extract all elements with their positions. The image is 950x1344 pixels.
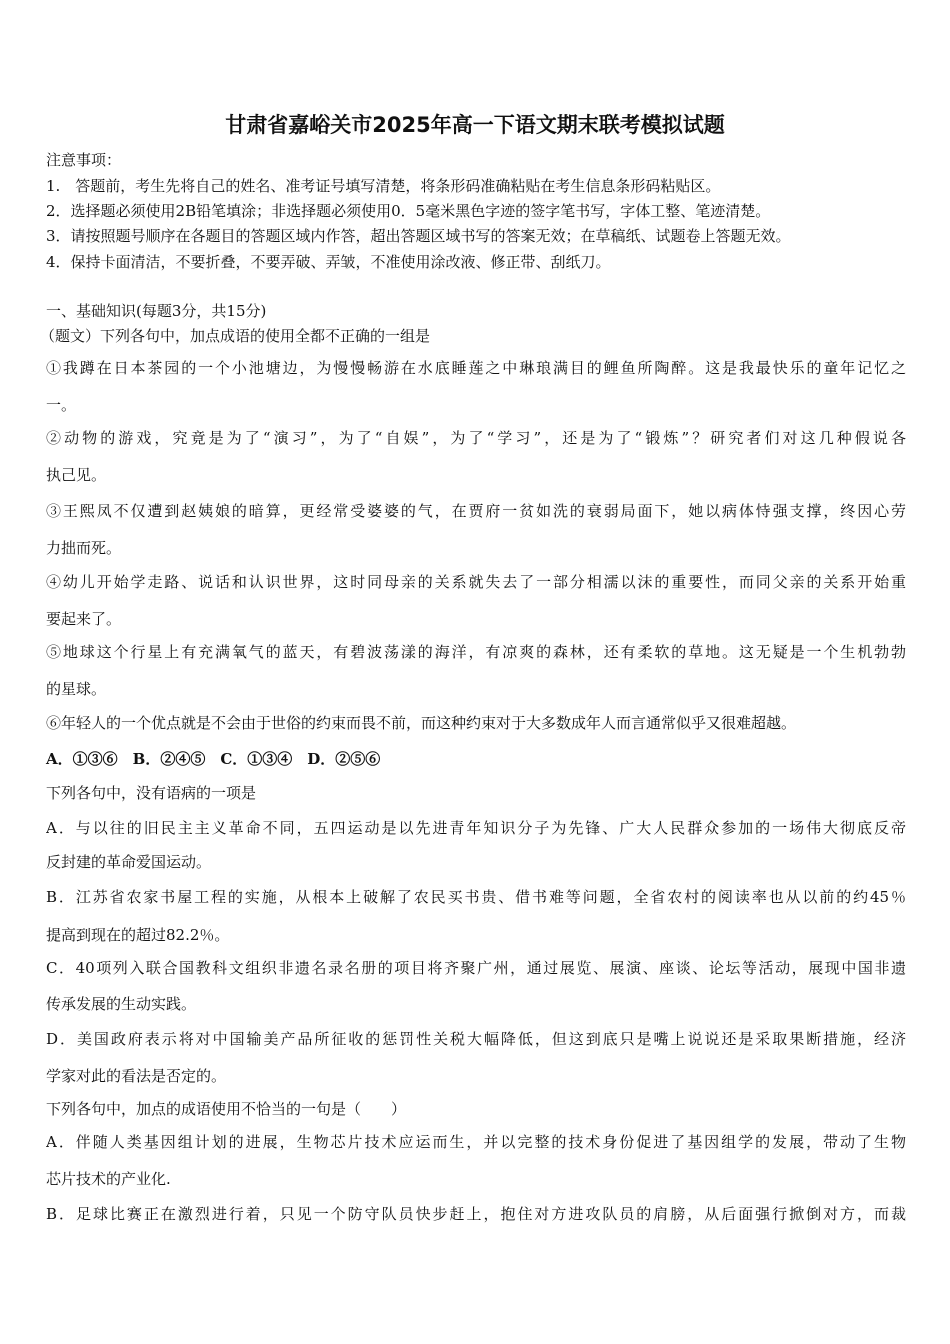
sentence-line: ⑥年轻人的一个优点就是不会由于世俗的约束而畏不前，而这种约束对于大多数成年人而言通常似乎又很难超越。: [46, 714, 797, 732]
notice-item: 2．选择题必须使用2B铅笔填涂；非选择题必须使用0．5毫米黑色字迹的签字笔书写，字体工整、笔迹清楚。: [46, 202, 771, 220]
sentence-line: ②动物的游戏，究竟是为了“演习”，为了“自娱”，为了“学习”，还是为了“锻炼”？研究者们对这几种假说各: [46, 429, 906, 447]
question-stem: 下列各句中，加点的成语使用不恰当的一句是（ ）: [46, 1100, 407, 1118]
sentence-line: 要起来了。: [46, 610, 122, 628]
option-line: 学家对此的看法是否定的。: [46, 1067, 227, 1085]
sentence-line: ①我蹲在日本茶园的一个小池塘边，为慢慢畅游在水底睡莲之中琳琅满目的鲤鱼所陶醉。这是我最快乐的童年记忆之: [46, 359, 906, 377]
sentence-line: 的星球。: [46, 680, 107, 698]
answer-options: A．①③⑥ B．②④⑤ C．①③④ D．②⑤⑥: [46, 750, 381, 768]
notice-item: 4．保持卡面清洁，不要折叠，不要弄破、弄皱，不准使用涂改液、修正带、刮纸刀。: [46, 253, 611, 271]
sentence-line: ⑤地球这个行星上有充满氧气的蓝天，有碧波荡漾的海洋，有凉爽的森林，还有柔软的草地。这无疑是一个生机勃勃: [46, 643, 906, 661]
option-line: C．40项列入联合国教科文组织非遗名录名册的项目将齐聚广州，通过展览、展演、座谈、论坛等活动，展现中国非遗: [46, 959, 906, 977]
page-title: 甘肃省嘉峪关市2025年高一下语文期末联考模拟试题: [225, 113, 725, 137]
option-line: 芯片技术的产业化.: [46, 1170, 171, 1188]
notice-heading: 注意事项：: [46, 151, 122, 169]
sentence-line: ④幼儿开始学走路、说话和认识世界，这时同母亲的关系就失去了一部分相濡以沫的重要性，而同父亲的关系开始重: [46, 573, 906, 591]
sentence-line: 一。: [46, 396, 77, 414]
option-line: A．伴随人类基因组计划的进展，生物芯片技术应运而生，并以完整的技术身份促进了基因组学的发展，带动了生物: [46, 1133, 906, 1151]
sentence-line: 力拙而死。: [46, 539, 122, 557]
notice-item: 3．请按照题号顺序在各题目的答题区域内作答，超出答题区域书写的答案无效；在草稿纸、试题卷上答题无效。: [46, 227, 791, 245]
question-stem: 下列各句中，没有语病的一项是: [46, 784, 257, 802]
option-line: 提高到现在的超过82.2％。: [46, 926, 230, 944]
option-line: 反封建的革命爱国运动。: [46, 853, 212, 871]
option-line: A．与以往的旧民主主义革命不同，五四运动是以先进青年知识分子为先锋、广大人民群众参加的一场伟大彻底反帝: [46, 819, 906, 837]
notice-item: 1. 答题前，考生先将自己的姓名、准考证号填写清楚，将条形码准确粘贴在考生信息条形码粘贴区。: [46, 177, 721, 195]
option-line: B．江苏省农家书屋工程的实施，从根本上破解了农民买书贵、借书难等问题，全省农村的阅读率也从以前的约45％: [46, 888, 906, 906]
option-line: D．美国政府表示将对中国输美产品所征收的惩罚性关税大幅降低，但这到底只是嘴上说说还是采取果断措施，经济: [46, 1030, 906, 1048]
sentence-line: 执己见。: [46, 466, 107, 484]
sentence-line: ③王熙凤不仅遭到赵姨娘的暗算，更经常受婆婆的气，在贾府一贫如洗的衰弱局面下，她以病体恃强支撑，终因心劳: [46, 502, 906, 520]
question-stem: （题文）下列各句中，加点成语的使用全都不正确的一组是: [40, 327, 431, 345]
section-heading: 一、基础知识(每题3分，共15分): [46, 302, 267, 320]
option-line: 传承发展的生动实践。: [46, 995, 197, 1013]
option-line: B．足球比赛正在激烈进行着，只见一个防守队员快步赶上，抱住对方进攻队员的肩膀，从后面强行掀倒对方，而裁: [46, 1205, 906, 1223]
